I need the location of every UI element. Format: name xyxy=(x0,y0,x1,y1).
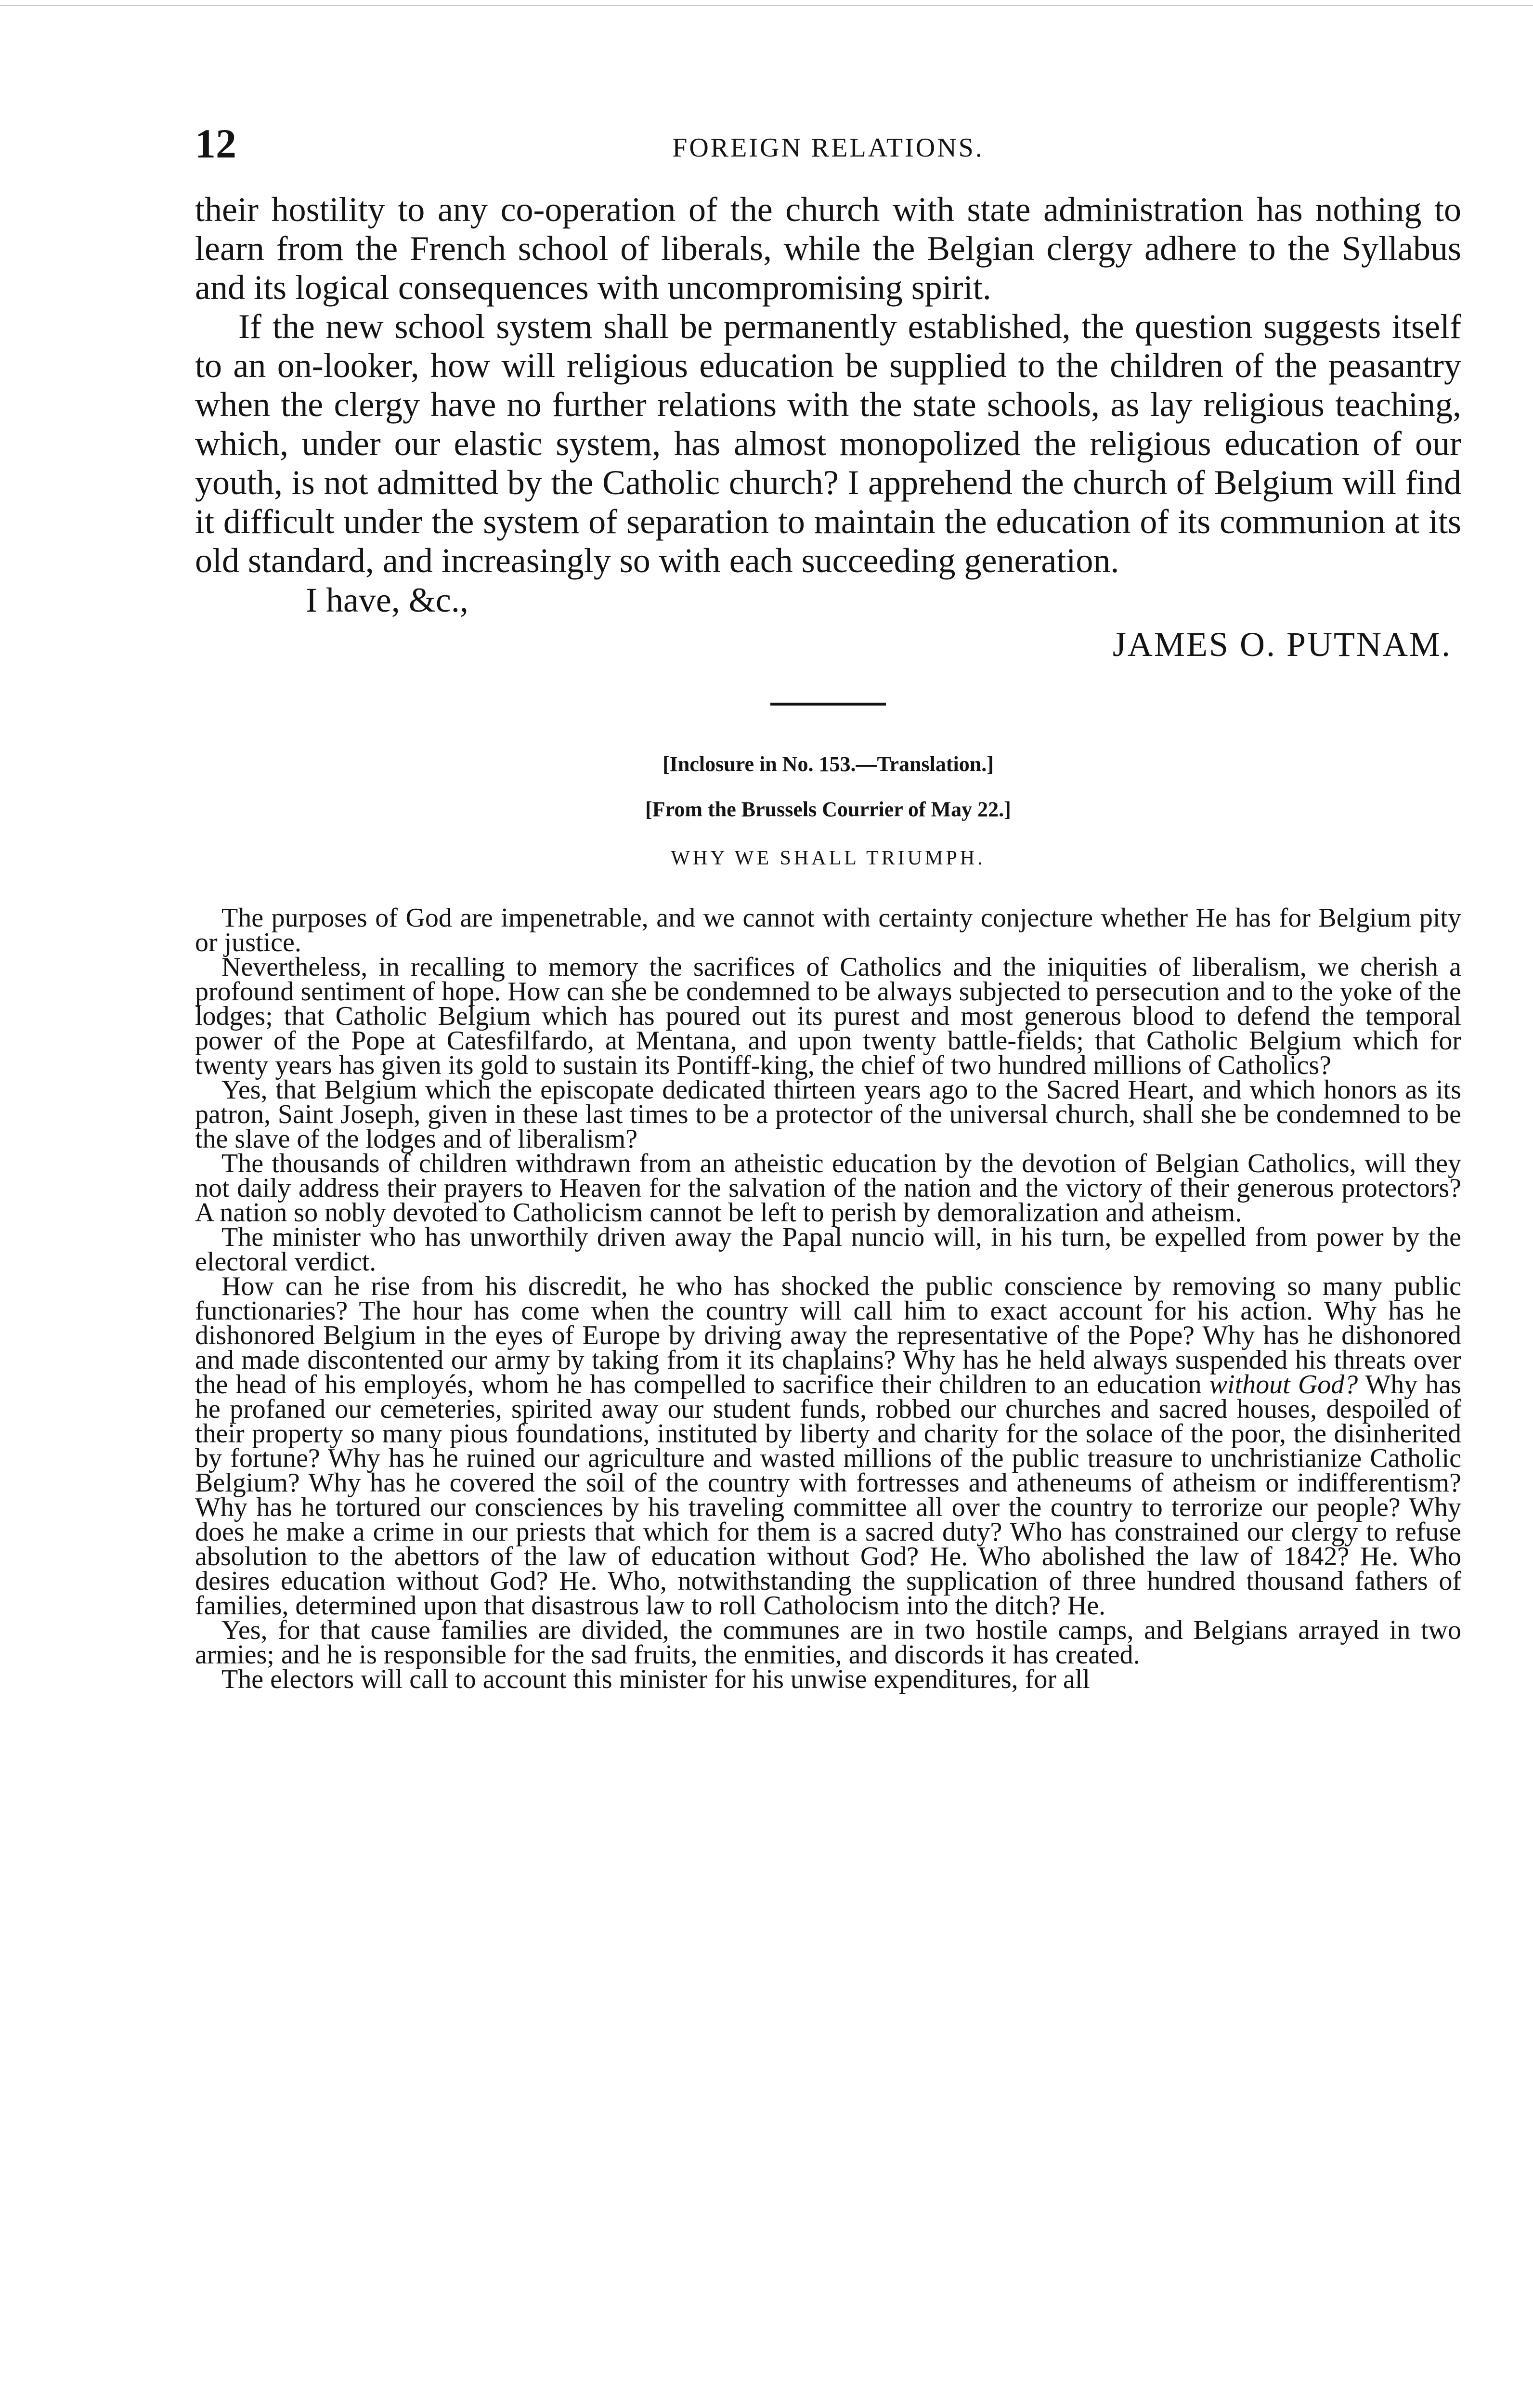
article-paragraph: The minister who has unworthily driven away the Papal nuncio will, in his turn, be expelled from power by the electoral verdict. xyxy=(195,1222,1461,1277)
top-rule xyxy=(0,0,1533,6)
page-header xyxy=(195,120,1461,190)
letter-closing: I have, &c., xyxy=(306,581,468,619)
article-paragraph: Nevertheless, in recalling to memory the sacrifices of Catholics and the iniquities of liberalism, we cherish a profound sentiment of hope. How can she be condemned to be always subjected to persecution and to the yoke of the lodges; that Catholic Belgium which has poured out its purest and most generous blood to defend the temporal power of the Pope at Catesfilfardo, at Mentana, and upon twenty battle-fields; that Catholic Belgium which for twenty years has given its gold to sustain its Pontiff-king, the chief of two hundred millions of Catholics? xyxy=(195,952,1461,1080)
article-paragraph: The thousands of children withdrawn from an atheistic education by the devotion of Belgian Catholics, will they not daily address their prayers to Heaven for the salvation of the nation and the victory of their generous protectors? A nation so nobly devoted to Catholicism cannot be left to perish by demoralization and atheism. xyxy=(195,1149,1461,1228)
enclosure-source: [From the Brussels Courrier of May 22.] xyxy=(645,798,1011,821)
signature: JAMES O. PUTNAM. xyxy=(1112,625,1452,664)
article-paragraph: The purposes of God are impenetrable, and we cannot with certainty conjecture whether He has for Belgium pity or justice. xyxy=(195,903,1461,957)
article-text: How can he rise from his discredit, he who has shocked the public conscience by removing so many public functionaries? The hour has come when the country will call him to exact account for his action. Why has he dishonored Belgium in the eyes of Europe by driving away the representative of the Pope? Why has he dishonored and made discontented our army by taking from it its chaplains? Why has he held always suspended his threats over the head of his employés, whom he has compelled to sacrifice their children to an education xyxy=(195,1271,1461,1400)
enclosure-note: [Inclosure in No. 153.—Translation.] xyxy=(663,752,994,776)
article-paragraph xyxy=(195,1271,1462,1621)
article-emphasis: without God? xyxy=(1209,1370,1358,1400)
article-title: WHY WE SHALL TRIUMPH. xyxy=(671,847,986,869)
section-divider xyxy=(770,703,886,706)
page-number: 12 xyxy=(195,120,236,167)
article-paragraph: The electors will call to account this minister for his unwise expenditures, for all xyxy=(221,1664,1090,1694)
article-body xyxy=(195,903,1462,1694)
article-paragraph: Yes, for that cause families are divided, the communes are in two hostile camps, and Belgians arrayed in two armies; and he is responsible for the sad fruits, the enmities, and discords it has created. xyxy=(195,1615,1461,1670)
letter-body xyxy=(195,190,1461,664)
running-head: FOREIGN RELATIONS. xyxy=(672,133,984,163)
article-paragraph: Yes, that Belgium which the episcopate dedicated thirteen years ago to the Sacred Heart, and which honors as its patron, Saint Joseph, given in these last times to be a protector of the universal church, shall she be condemned to be the slave of the lodges and of liberalism? xyxy=(195,1075,1461,1154)
article-text: Why has he profaned our cemeteries, spirited away our student funds, robbed our churches and sacred houses, despoiled of their property so many pious foundations, instituted by liberty and charity for the solace of the poor, the disinherited by fortune? Why has he ruined our agriculture and wasted millions of the public treasure to unchristianize Catholic Belgium? Why has he covered the soil of the country with fortresses and atheneums of atheism or indifferentism? Why has he tortured our consciences by his traveling committee all over the country to terrorize our people? Why does he make a crime in our priests that which for them is a sacred duty? Who has constrained our clergy to refuse absolution to the abettors of the law of education without God? He. Who abolished the law of 1842? He. Who desires education without God? He. Who, notwithstanding the supplication of three hundred thousand fathers of families, determined upon that disastrous law to roll Catholocism into the ditch? He. xyxy=(195,1370,1462,1621)
page xyxy=(195,120,1462,1694)
letter-paragraph: their hostility to any co-operation of the church with state administration has nothing to learn from the French school of liberals, while the Belgian clergy adhere to the Syllabus and its logical consequences with uncompromising spirit. xyxy=(195,190,1461,307)
letter-paragraph: If the new school system shall be permanently established, the question suggests itself to an on-looker, how will religious education be supplied to the children of the peasantry when the clergy have no further relations with the state schools, as lay religious teaching, which, under our elastic system, has almost monopolized the religious education of our youth, is not admitted by the Catholic church? I apprehend the church of Belgium will find it difficult under the system of separation to maintain the education of its communion at its old standard, and increasingly so with each succeeding generation. xyxy=(195,307,1461,580)
